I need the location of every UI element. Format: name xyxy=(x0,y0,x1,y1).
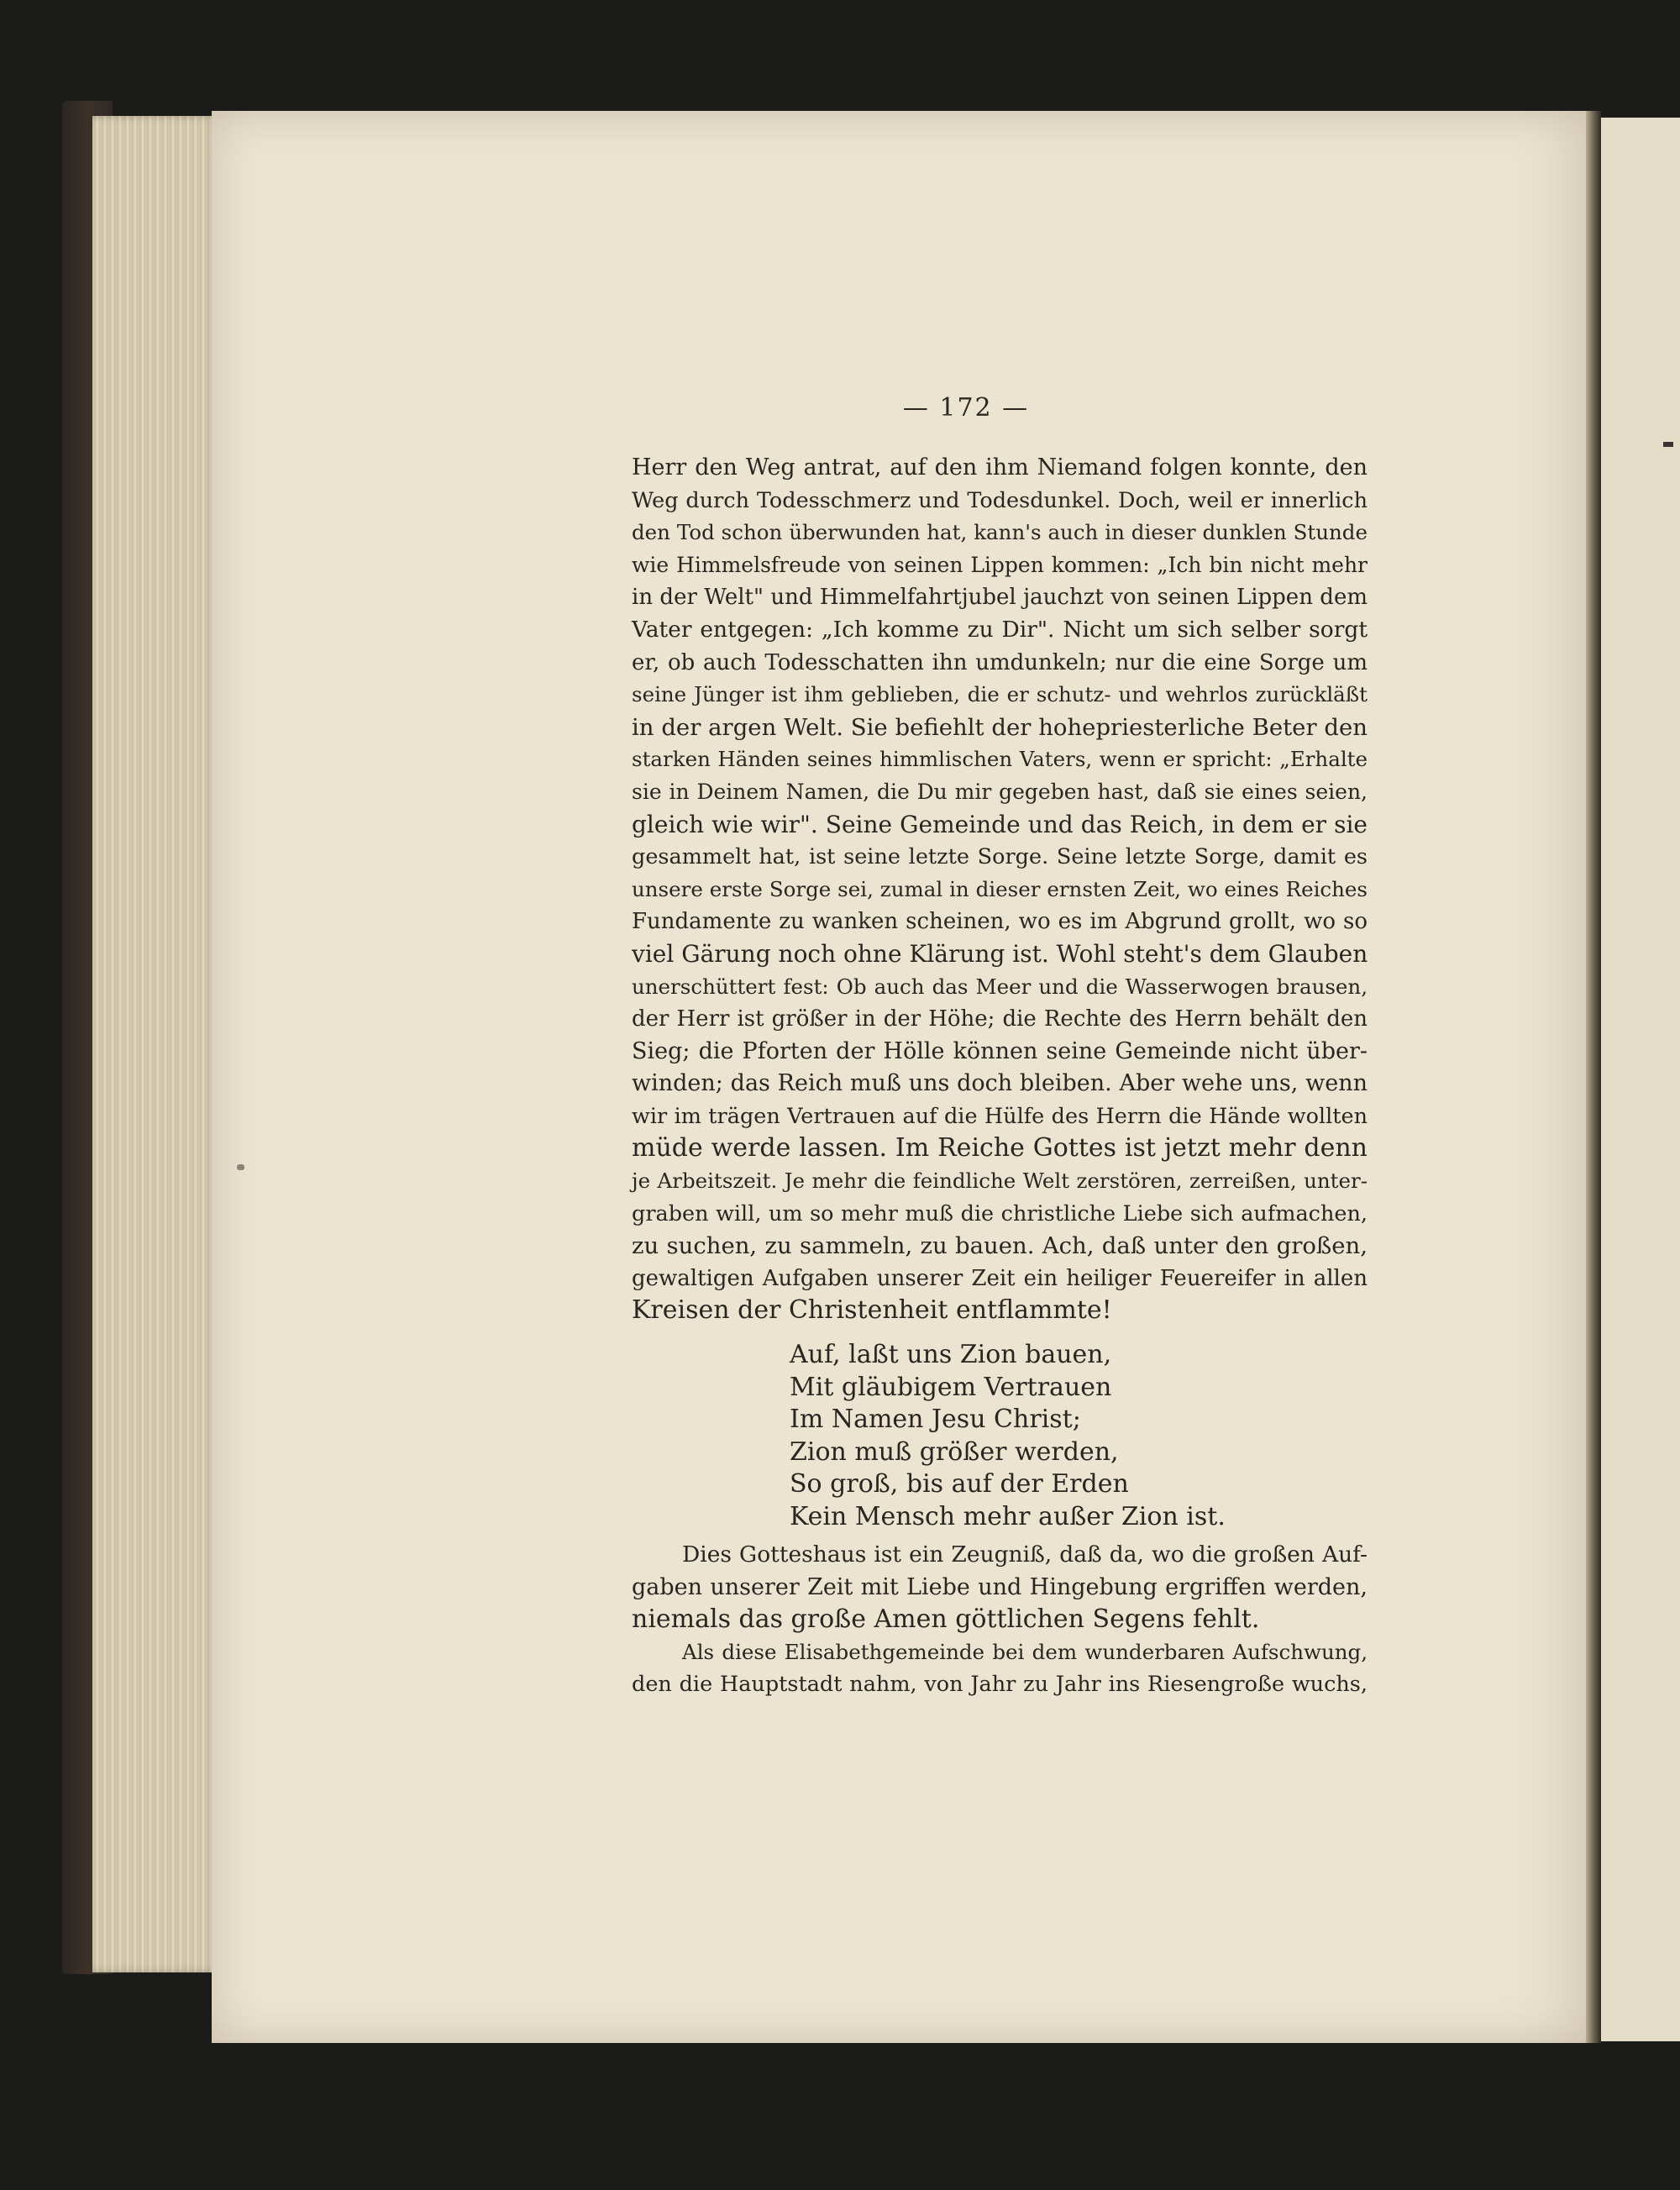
text-line: Sieg; die Pforten der Hölle können seine Gemeinde nicht über- xyxy=(632,1037,1368,1064)
text-line: starken Händen seines himmlischen Vaters, wenn er spricht: „Erhalte xyxy=(632,747,1368,772)
text-line: müde werde lassen. Im Reiche Gottes ist jetzt mehr denn xyxy=(632,1133,1368,1163)
text-line: in der argen Welt. Sie befiehlt der hohepriesterliche Beter den xyxy=(632,713,1368,741)
text-line: Fundamente zu wanken scheinen, wo es im Abgrund grollt, wo so xyxy=(632,909,1368,935)
text-line: gewaltigen Aufgaben unserer Zeit ein heiliger Feuereifer in allen xyxy=(632,1265,1368,1291)
text-line: Herr den Weg antrat, auf den ihm Niemand folgen konnte, den xyxy=(632,454,1368,481)
text-line: unerschüttert fest: Ob auch das Meer und die Wasserwogen brausen, xyxy=(632,974,1368,999)
text-line: zu suchen, zu sammeln, zu bauen. Ach, daß unter den großen, xyxy=(632,1232,1368,1260)
text-line: je Arbeitszeit. Je mehr die feindliche Welt zerstören, zerreißen, unter- xyxy=(632,1169,1368,1194)
text-line: Kreisen der Christenheit entflammte! xyxy=(632,1295,1112,1326)
text-line: Als diese Elisabethgemeinde bei dem wunderbaren Aufschwung, xyxy=(682,1639,1368,1664)
poem-line: So groß, bis auf der Erden xyxy=(790,1469,1129,1499)
text-line: Weg durch Todesschmerz und Todesdunkel. Doch, weil er innerlich xyxy=(632,487,1368,513)
page-number: — 172 — xyxy=(902,393,1030,423)
text-line: seine Jünger ist ihm geblieben, die er schutz- und wehrlos zurückläßt xyxy=(632,682,1368,707)
page-edges xyxy=(92,116,218,1972)
paragraph-1 xyxy=(632,452,1368,1327)
text-line: sie in Deinem Namen, die Du mir gegeben hast, daß sie eines seien, xyxy=(632,779,1368,804)
text-line: gleich wie wir". Seine Gemeinde und das Reich, in dem er sie xyxy=(632,810,1368,838)
closing-paragraphs xyxy=(632,1539,1368,1701)
text-line: Vater entgegen: „Ich komme zu Dir". Nicht um sich selber sorgt xyxy=(632,616,1368,643)
text-line: den die Hauptstadt nahm, von Jahr zu Jahr ins Riesengroße wuchs, xyxy=(632,1672,1368,1698)
text-line: Dies Gotteshaus ist ein Zeugniß, daß da, wo die großen Auf- xyxy=(682,1541,1368,1568)
text-line: unsere erste Sorge sei, zumal in dieser ernsten Zeit, wo eines Reiches xyxy=(632,876,1368,901)
paper-speck xyxy=(237,1164,244,1170)
text-line: niemals das große Amen göttlichen Segens fehlt. xyxy=(632,1604,1260,1635)
poem-verse xyxy=(790,1339,1226,1534)
text-line: graben will, um so mehr muß die christliche Liebe sich aufmachen, xyxy=(632,1200,1368,1226)
poem-line: Auf, laßt uns Zion bauen, xyxy=(790,1340,1112,1369)
poem-line: Im Namen Jesu Christ; xyxy=(790,1405,1081,1435)
text-line: wir im trägen Vertrauen auf die Hülfe des Herrn die Hände wollten xyxy=(632,1103,1368,1129)
text-line: winden; das Reich muß uns doch bleiben. Aber wehe uns, wenn xyxy=(632,1070,1368,1097)
text-line: in der Welt" und Himmelfahrtjubel jauchzt von seinen Lippen dem xyxy=(632,585,1368,611)
text-line: gesammelt hat, ist seine letzte Sorge. Seine letzte Sorge, damit es xyxy=(632,844,1368,870)
text-line: der Herr ist größer in der Höhe; die Rechte des Herrn behält den xyxy=(632,1006,1368,1032)
text-line: gaben unserer Zeit mit Liebe und Hingebung ergriffen werden, xyxy=(632,1573,1368,1600)
poem-line: Kein Mensch mehr außer Zion ist. xyxy=(790,1501,1226,1531)
facing-page-edge xyxy=(1601,118,1680,2041)
text-line: den Tod schon überwunden hat, kann's auch in dieser dunklen Stunde xyxy=(632,520,1368,545)
poem-line: Zion muß größer werden, xyxy=(790,1436,1119,1467)
poem-line: Mit gläubigem Vertrauen xyxy=(790,1372,1112,1402)
page-gutter xyxy=(1586,111,1601,2043)
text-line: wie Himmelsfreude von seinen Lippen kommen: „Ich bin nicht mehr xyxy=(632,552,1368,577)
facing-page-mark xyxy=(1663,442,1673,447)
text-line: viel Gärung noch ohne Klärung ist. Wohl steht's dem Glauben xyxy=(632,939,1368,968)
text-line: er, ob auch Todesschatten ihn umdunkeln; nur die eine Sorge um xyxy=(632,649,1368,675)
